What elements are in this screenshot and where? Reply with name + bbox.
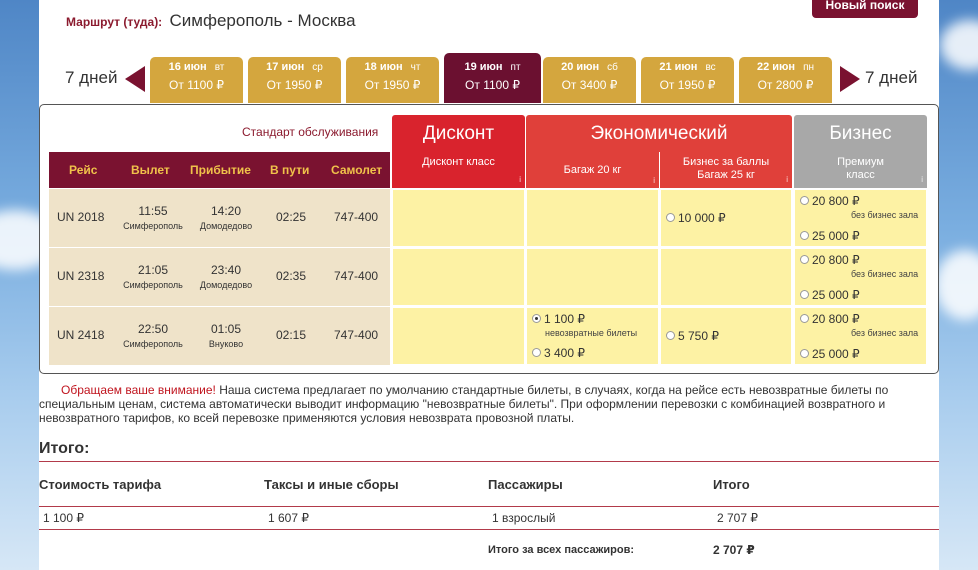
- day-weekday: сб: [607, 62, 618, 73]
- fare-option[interactable]: [532, 346, 585, 360]
- day-date: 22 июн: [756, 61, 796, 73]
- day-price: От 3400 ₽: [561, 78, 618, 92]
- dep-airport: Симферополь: [123, 221, 183, 231]
- arr-time: 01:05: [210, 322, 242, 336]
- fare-cell-business-points: [660, 189, 792, 247]
- cloud-decoration: [935, 250, 978, 320]
- info-icon[interactable]: i: [786, 175, 788, 184]
- day-date: 21 июн: [659, 61, 698, 73]
- fare-note: без бизнес зала: [851, 328, 919, 338]
- flight-number: UN 2318: [57, 269, 105, 283]
- service-standard-label: Стандарт обслуживания: [242, 125, 379, 139]
- subclass-discount-label: Дисконт класс: [422, 156, 495, 168]
- day-date: 17 июн: [266, 61, 305, 73]
- day-tab[interactable]: [248, 57, 341, 103]
- fare-option[interactable]: [666, 211, 726, 225]
- day-tab[interactable]: [543, 57, 636, 103]
- day-weekday: ср: [312, 62, 323, 73]
- day-price: От 1950 ₽: [364, 78, 421, 92]
- departure: [117, 204, 189, 231]
- fare-option[interactable]: [800, 347, 860, 361]
- subclass-business-points: [660, 152, 792, 188]
- summary-col-taxes: Таксы и иные сборы: [264, 477, 399, 492]
- divider: [39, 461, 939, 462]
- flight-results-table: [39, 104, 939, 374]
- dep-airport: Симферополь: [123, 339, 183, 349]
- fare-price: 20 800 ₽: [812, 253, 860, 267]
- arr-time: 23:40: [210, 263, 242, 277]
- fare-option-selected[interactable]: [532, 312, 585, 326]
- fare-price: 25 000 ₽: [812, 347, 860, 361]
- flight-row: [49, 189, 390, 247]
- day-date: 19 июн: [464, 61, 503, 73]
- fare-price: 20 800 ₽: [812, 312, 860, 326]
- dep-time: 22:50: [137, 322, 169, 336]
- radio-button[interactable]: [666, 331, 675, 340]
- fare-cell-discount: [392, 189, 525, 247]
- col-arrive: Прибытие: [190, 163, 251, 177]
- info-icon[interactable]: i: [921, 175, 923, 184]
- day-weekday: пн: [803, 62, 815, 73]
- class-business-header: Бизнес: [794, 115, 927, 152]
- radio-button[interactable]: [532, 348, 541, 357]
- fare-cell-economy-bag: [526, 248, 659, 306]
- fare-cell-discount: [392, 307, 525, 365]
- search-results-panel: [39, 0, 939, 570]
- grand-total-value: 2 707 ₽: [713, 543, 755, 557]
- summary-col-fare: Стоимость тарифа: [39, 477, 162, 492]
- new-search-button[interactable]: Новый поиск: [812, 0, 918, 18]
- dep-airport: Симферополь: [123, 280, 183, 290]
- radio-button[interactable]: [800, 290, 809, 299]
- route-header: [66, 11, 356, 31]
- fare-option[interactable]: [800, 229, 860, 243]
- day-tab-selected[interactable]: [444, 53, 541, 103]
- duration: 02:15: [276, 328, 307, 342]
- subclass-business-points-label: Бизнес за баллы Багаж 25 кг: [682, 156, 770, 181]
- radio-button[interactable]: [800, 349, 809, 358]
- day-weekday: чт: [410, 62, 421, 73]
- plane-type: 747-400: [334, 269, 379, 283]
- day-date: 18 июн: [364, 61, 403, 73]
- fare-option[interactable]: [800, 288, 860, 302]
- fare-cell-economy-bag: [526, 307, 659, 365]
- subclass-premium: [794, 152, 927, 188]
- prev-week-arrow-icon[interactable]: [125, 66, 145, 92]
- fare-option[interactable]: [800, 253, 860, 267]
- fare-cell-economy-bag: [526, 189, 659, 247]
- fare-note: без бизнес зала: [851, 210, 919, 220]
- day-price: От 2800 ₽: [757, 78, 814, 92]
- arrival: [193, 204, 259, 231]
- fare-price: 3 400 ₽: [544, 346, 585, 360]
- next-week-label[interactable]: 7 дней: [865, 68, 918, 87]
- dep-time: 21:05: [137, 263, 169, 277]
- next-week-arrow-icon[interactable]: [840, 66, 860, 92]
- flight-row: [49, 307, 390, 365]
- fare-price: 25 000 ₽: [812, 288, 860, 302]
- route-cities: Симферополь - Москва: [169, 11, 356, 30]
- radio-button[interactable]: [800, 231, 809, 240]
- arr-airport: Внуково: [208, 339, 244, 349]
- fare-option[interactable]: [666, 329, 719, 343]
- prev-week-label[interactable]: 7 дней: [65, 68, 118, 87]
- subclass-economy-bag-label: Багаж 20 кг: [563, 164, 622, 176]
- summary-total-value: 2 707 ₽: [717, 511, 758, 525]
- day-tab[interactable]: [641, 57, 734, 103]
- day-price: От 1950 ₽: [266, 78, 323, 92]
- summary-title: Итого:: [39, 440, 90, 457]
- day-price: От 1100 ₽: [169, 78, 224, 92]
- summary-fare-value: 1 100 ₽: [43, 511, 84, 525]
- radio-button[interactable]: [800, 196, 809, 205]
- arr-time: 14:20: [210, 204, 242, 218]
- departure: [117, 263, 189, 290]
- divider: [39, 529, 939, 530]
- dep-time: 11:55: [138, 204, 168, 218]
- day-date: 20 июн: [561, 61, 600, 73]
- cloud-decoration: [940, 20, 978, 70]
- day-tab[interactable]: [346, 57, 439, 103]
- info-icon[interactable]: i: [653, 176, 655, 185]
- day-tab[interactable]: [739, 57, 832, 103]
- fare-option[interactable]: [800, 312, 860, 326]
- notice-text: Наша система предлагает по умолчанию стандартные билеты, в случаях, когда на рейсе есть невозвратные билеты по специальным ценам, система автоматически выводит информацию "невозвратные билеты". При оформлении перевозки с комбинацией возвратного и невозвратного тарифов, ко всей перевозке применяются условия невозврата провозной платы.: [39, 383, 889, 425]
- arrival: [193, 322, 259, 349]
- subclass-premium-label: Премиум класс: [837, 156, 884, 181]
- subclass-discount: [392, 152, 525, 188]
- fare-cell-business-points: [660, 248, 792, 306]
- fare-price: 5 750 ₽: [678, 329, 719, 343]
- duration: 02:25: [276, 210, 307, 224]
- radio-button[interactable]: [800, 314, 809, 323]
- fare-cell-premium: [794, 248, 927, 306]
- arr-airport: Домодедово: [199, 221, 253, 231]
- notice-highlight: Обращаем ваше внимание!: [61, 383, 216, 397]
- fare-note: без бизнес зала: [851, 269, 919, 279]
- fare-cell-premium: [794, 307, 927, 365]
- plane-type: 747-400: [334, 328, 379, 342]
- summary-taxes-value: 1 607 ₽: [268, 511, 309, 525]
- day-price: От 1950 ₽: [659, 78, 716, 92]
- summary-col-total: Итого: [713, 477, 750, 492]
- plane-type: 747-400: [334, 210, 379, 224]
- fare-price: 25 000 ₽: [812, 229, 860, 243]
- day-weekday: вс: [705, 62, 716, 73]
- fare-cell-premium: [794, 189, 927, 247]
- day-date: 16 июн: [168, 61, 207, 73]
- radio-button-checked[interactable]: [532, 314, 541, 323]
- arr-airport: Домодедово: [199, 280, 253, 290]
- col-plane: Самолет: [331, 163, 383, 177]
- class-economy-header: Экономический: [526, 115, 792, 152]
- summary-col-passengers: Пассажиры: [488, 477, 563, 492]
- fare-option[interactable]: [800, 194, 860, 208]
- flight-number: UN 2418: [57, 328, 105, 342]
- grand-total-label: Итого за всех пассажиров:: [488, 544, 635, 556]
- col-flight: Рейс: [69, 163, 98, 177]
- fare-price: 1 100 ₽: [544, 312, 585, 326]
- col-duration: В пути: [270, 163, 310, 177]
- arrival: [193, 263, 259, 290]
- fare-cell-discount: [392, 248, 525, 306]
- subclass-economy-bag: [526, 152, 659, 188]
- refund-notice: [39, 383, 939, 425]
- duration: 02:35: [276, 269, 307, 283]
- radio-button[interactable]: [800, 255, 809, 264]
- class-discount-header: Дисконт: [392, 115, 525, 152]
- departure: [117, 322, 189, 349]
- fare-price: 20 800 ₽: [812, 194, 860, 208]
- day-tab[interactable]: [150, 57, 243, 103]
- fare-cell-business-points: [660, 307, 792, 365]
- route-label: Маршрут (туда):: [66, 15, 163, 29]
- fare-price: 10 000 ₽: [678, 211, 726, 225]
- day-weekday: вт: [214, 62, 225, 73]
- summary-passengers-value: 1 взрослый: [492, 511, 556, 525]
- info-icon[interactable]: i: [519, 175, 521, 184]
- flight-columns-header: [49, 152, 390, 188]
- fare-note: невозвратные билеты: [545, 328, 638, 338]
- flight-row: [49, 248, 390, 306]
- divider: [39, 506, 939, 507]
- day-weekday: пт: [510, 62, 521, 73]
- radio-button[interactable]: [666, 213, 675, 222]
- col-depart: Вылет: [131, 163, 170, 177]
- flight-number: UN 2018: [57, 210, 105, 224]
- day-price: От 1100 ₽: [465, 78, 520, 92]
